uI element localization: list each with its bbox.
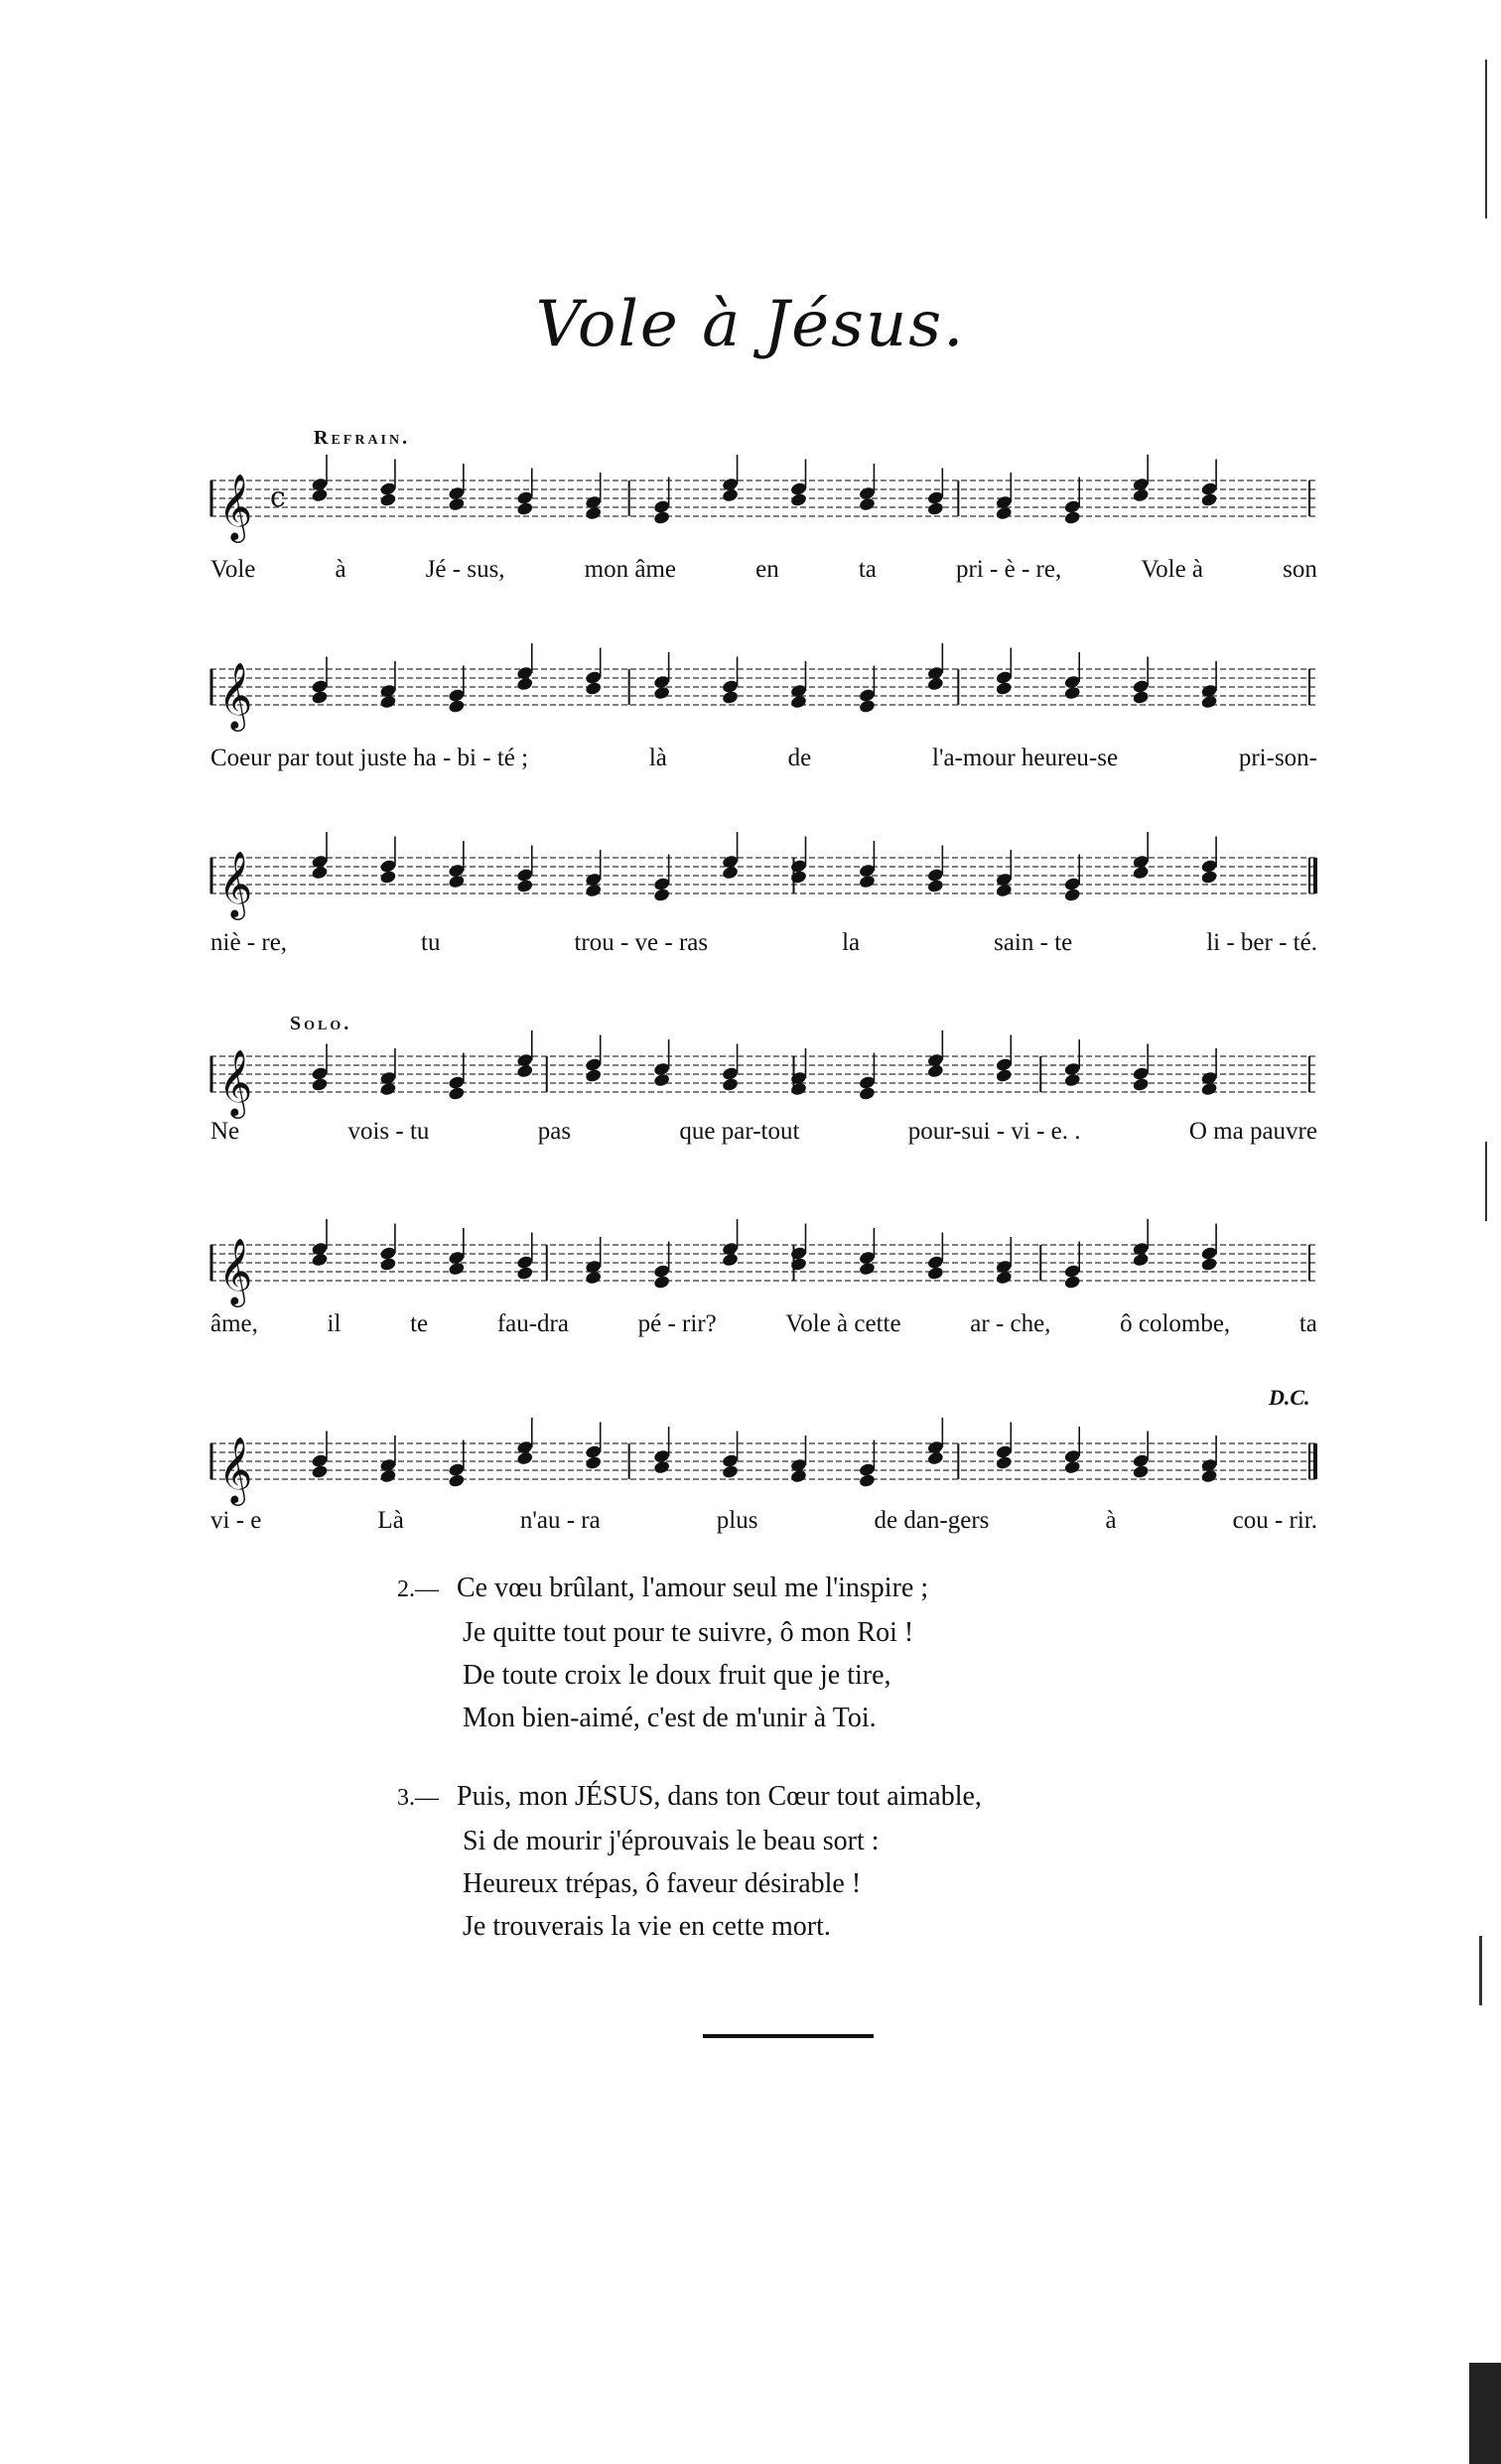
verse-line: Je trouverais la vie en cette mort. xyxy=(463,1911,831,1942)
staff xyxy=(210,467,1317,540)
lyric-syllable: pour-sui - vi - e. . xyxy=(907,1118,1081,1145)
lyrics-line-3 xyxy=(210,929,1317,957)
treble-clef-icon: 𝄞 xyxy=(218,1048,253,1116)
solo-label: Solo. xyxy=(290,1013,352,1034)
staff xyxy=(210,1430,1317,1503)
note-head-icon xyxy=(585,1068,603,1083)
note-head-icon xyxy=(585,681,603,696)
lyric-syllable: de dan-gers xyxy=(874,1507,990,1534)
lyric-syllable: fau-dra xyxy=(496,1310,569,1337)
note-head-icon xyxy=(995,1455,1013,1470)
lyric-syllable: la xyxy=(842,929,861,956)
note-head-icon xyxy=(790,1257,808,1272)
lyric-syllable: mon âme xyxy=(584,556,677,583)
note-head-icon xyxy=(448,1086,466,1101)
verse-line: Je quitte tout pour te suivre, ô mon Roi ! xyxy=(463,1617,914,1648)
note-head-icon xyxy=(516,879,534,893)
da-capo-mark: D.C. xyxy=(1269,1385,1310,1410)
lyric-syllable: pas xyxy=(537,1118,572,1145)
note-head-icon xyxy=(448,699,466,714)
lyric-syllable: Là xyxy=(377,1507,404,1534)
lyric-syllable: ta xyxy=(1298,1310,1317,1337)
verse-line: Mon bien-aimé, c'est de m'unir à Toi. xyxy=(463,1703,877,1733)
note-head-icon xyxy=(1132,1077,1150,1092)
lyric-syllable: li - ber - té. xyxy=(1206,929,1317,956)
lyric-syllable: que par-tout xyxy=(679,1118,800,1145)
note-head-icon xyxy=(653,1275,671,1290)
note-head-icon xyxy=(379,1257,397,1272)
music-system-5 xyxy=(210,1231,1317,1360)
lyric-syllable: trou - ve - ras xyxy=(574,929,709,956)
note-head-icon xyxy=(1063,888,1081,902)
treble-clef-icon: 𝄞 xyxy=(218,1237,253,1304)
verse-line: De toute croix le doux fruit que je tire, xyxy=(463,1660,891,1691)
note-head-icon xyxy=(926,501,944,516)
verse-line: 2.— Ce vœu brûlant, l'amour seul me l'inspire ; xyxy=(397,1567,928,1611)
common-time-icon: c xyxy=(270,480,286,513)
note-head-icon xyxy=(722,1077,740,1092)
verse-line: Si de mourir j'éprouvais le beau sort : xyxy=(463,1826,880,1856)
note-head-icon xyxy=(311,1077,329,1092)
note-head-icon xyxy=(722,1464,740,1479)
note-head-icon xyxy=(1063,1275,1081,1290)
treble-clef-icon: 𝄞 xyxy=(218,661,253,729)
note-head-icon xyxy=(995,1068,1013,1083)
margin-mark xyxy=(1479,1936,1482,2005)
music-system-3 xyxy=(210,844,1317,973)
note-head-icon xyxy=(585,1455,603,1470)
lyric-syllable: âme, xyxy=(210,1310,258,1337)
lyric-syllable: là xyxy=(648,745,667,771)
lyric-syllable: Coeur par tout juste ha - bi - té ; xyxy=(210,745,529,771)
lyric-syllable: à xyxy=(335,556,346,583)
refrain-label: Refrain. xyxy=(314,427,411,449)
closing-rule xyxy=(703,2034,874,2038)
note-head-icon xyxy=(653,510,671,525)
lyric-syllable: son xyxy=(1283,556,1317,583)
note-head-icon xyxy=(1200,870,1218,885)
lyric-syllable: de xyxy=(787,745,812,771)
lyrics-line-2 xyxy=(210,745,1317,772)
note-head-icon xyxy=(1063,510,1081,525)
lyric-syllable: à xyxy=(1105,1507,1117,1534)
note-head-icon xyxy=(1200,492,1218,507)
music-system-6 xyxy=(210,1430,1317,1559)
note-head-icon xyxy=(858,1473,876,1488)
treble-clef-icon: 𝄞 xyxy=(218,850,253,917)
lyric-syllable: Vole xyxy=(210,556,256,583)
lyric-syllable: vois - tu xyxy=(347,1118,430,1145)
lyric-syllable: ô colombe, xyxy=(1120,1310,1231,1337)
music-system-1 xyxy=(210,467,1317,596)
verse-number: 2.— xyxy=(397,1576,439,1602)
lyric-syllable: en xyxy=(755,556,779,583)
note-head-icon xyxy=(311,1464,329,1479)
lyrics-line-4 xyxy=(210,1118,1317,1146)
verse-line: Heureux trépas, ô faveur désirable ! xyxy=(463,1868,862,1899)
note-head-icon xyxy=(1132,1464,1150,1479)
note-head-icon xyxy=(516,501,534,516)
note-head-icon xyxy=(722,690,740,705)
lyric-syllable: Ne xyxy=(210,1118,240,1145)
lyric-syllable: tu xyxy=(421,929,441,956)
lyric-syllable: Jé - sus, xyxy=(425,556,505,583)
lyrics-line-6 xyxy=(210,1507,1317,1535)
note-head-icon xyxy=(379,492,397,507)
lyrics-line-5 xyxy=(210,1310,1317,1338)
treble-clef-icon: 𝄞 xyxy=(218,473,253,540)
lyric-syllable: cou - rir. xyxy=(1232,1507,1317,1534)
note-head-icon xyxy=(653,888,671,902)
lyric-syllable: pé - rir? xyxy=(637,1310,717,1337)
margin-mark xyxy=(1485,60,1487,218)
lyric-syllable: vi - e xyxy=(210,1507,262,1534)
treble-clef-icon: 𝄞 xyxy=(218,1436,253,1503)
margin-mark xyxy=(1485,1142,1487,1221)
lyric-syllable: sain - te xyxy=(994,929,1073,956)
note-head-icon xyxy=(516,1266,534,1281)
lyric-syllable: ar - che, xyxy=(970,1310,1051,1337)
verse-number: 3.— xyxy=(397,1785,439,1811)
note-head-icon xyxy=(790,492,808,507)
staff xyxy=(210,655,1317,729)
lyric-syllable: plus xyxy=(716,1507,758,1534)
staff xyxy=(210,844,1317,917)
note-head-icon xyxy=(926,1266,944,1281)
lyric-syllable: n'au - ra xyxy=(519,1507,601,1534)
note-head-icon xyxy=(448,1473,466,1488)
lyric-syllable: Vole à xyxy=(1141,556,1204,583)
lyrics-line-1 xyxy=(210,556,1317,584)
staff xyxy=(210,1042,1317,1116)
lyric-syllable: niè - re, xyxy=(210,929,288,956)
lyric-syllable: pri-son- xyxy=(1238,745,1317,771)
verse-2 xyxy=(397,1567,928,1739)
lyric-syllable: O ma pauvre xyxy=(1188,1118,1317,1145)
note-head-icon xyxy=(858,699,876,714)
music-system-4 xyxy=(210,1042,1317,1171)
page-title: Vole à Jésus. xyxy=(535,288,966,361)
lyric-syllable: pri - è - re, xyxy=(956,556,1062,583)
note-head-icon xyxy=(379,870,397,885)
note-head-icon xyxy=(311,690,329,705)
note-head-icon xyxy=(926,879,944,893)
lyric-syllable: il xyxy=(327,1310,341,1337)
note-head-icon xyxy=(1132,690,1150,705)
music-system-2 xyxy=(210,655,1317,784)
verse-line: 3.— Puis, mon JÉSUS, dans ton Cœur tout aimable, xyxy=(397,1775,982,1820)
lyric-syllable: ta xyxy=(858,556,877,583)
lyric-syllable: te xyxy=(410,1310,429,1337)
note-head-icon xyxy=(858,1086,876,1101)
verse-3 xyxy=(397,1775,982,1948)
page-edge-shadow xyxy=(1469,2363,1501,2464)
note-head-icon xyxy=(995,681,1013,696)
lyric-syllable: l'a-mour heureu-se xyxy=(932,745,1119,771)
staff xyxy=(210,1231,1317,1304)
lyric-syllable: Vole à cette xyxy=(785,1310,901,1337)
note-head-icon xyxy=(790,870,808,885)
note-head-icon xyxy=(1200,1257,1218,1272)
